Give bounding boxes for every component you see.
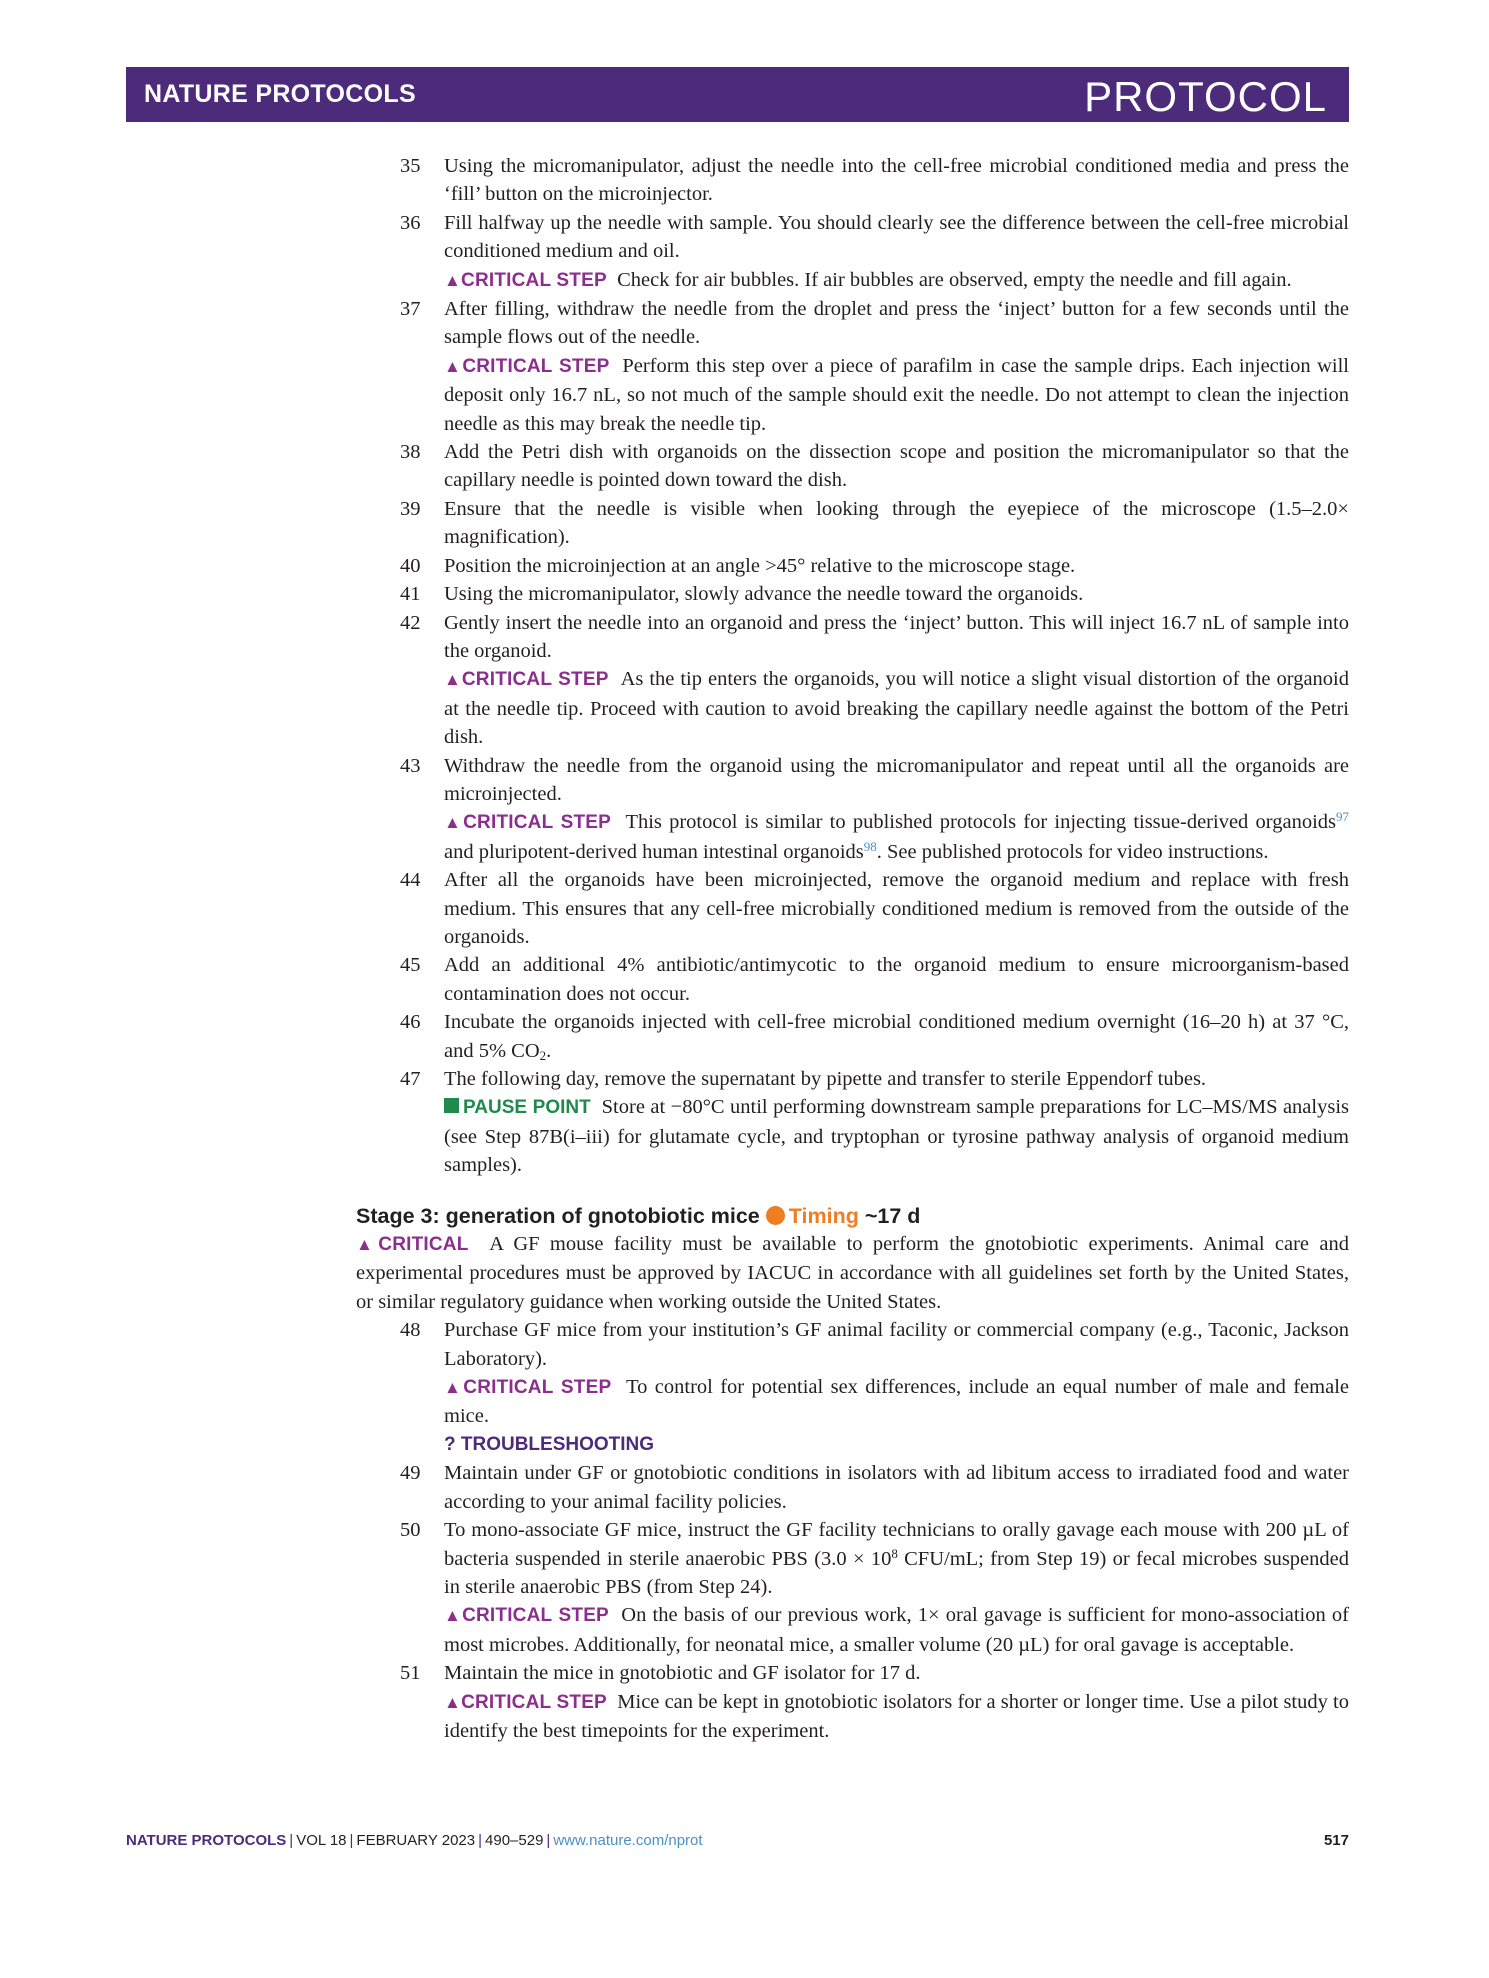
critical-step-label: ▲CRITICAL STEP bbox=[444, 1377, 612, 1399]
critical-step-label: ▲CRITICAL STEP bbox=[444, 812, 612, 834]
step-number: 36 bbox=[400, 211, 421, 234]
warning-triangle-icon: ▲ bbox=[444, 670, 462, 690]
step-42 bbox=[400, 609, 1349, 752]
critical-step-note: ▲CRITICAL STEP To control for potential sex differences, include an equal number of male and female mice. bbox=[444, 1376, 1349, 1428]
critical-step-note: ▲CRITICAL STEP Mice can be kept in gnotobiotic isolators for a shorter or longer time. Use a pilot study to identify the best timepoints for the experiment. bbox=[444, 1690, 1349, 1742]
step-text: Using the micromanipulator, adjust the needle into the cell-free microbial conditioned media and press the ‘fill’ button on the microinjector. bbox=[444, 155, 1349, 206]
step-41 bbox=[400, 580, 1349, 608]
pause-point-label: PAUSE POINT bbox=[444, 1097, 591, 1118]
step-49 bbox=[400, 1459, 1349, 1516]
step-39 bbox=[400, 495, 1349, 552]
step-47 bbox=[400, 1065, 1349, 1180]
step-text: Add an additional 4% antibiotic/antimycotic to the organoid medium to ensure microorganism-based contamination does not occur. bbox=[444, 954, 1349, 1005]
critical-step-note: ▲CRITICAL STEP Perform this step over a piece of parafilm in case the sample drips. Each injection will deposit only 16.7 nL, so not much of the sample should exit the needle. Do not attempt to clean the injection needle as this may break the needle tip. bbox=[444, 354, 1349, 435]
step-number: 38 bbox=[400, 441, 421, 464]
footer-date: FEBRUARY 2023 bbox=[356, 1832, 476, 1849]
critical-step-note: ▲CRITICAL STEP As the tip enters the organoids, you will notice a slight visual distortion of the organoid at the needle tip. Proceed with caution to avoid breaking the capillary needle against the bottom of the Petri dish. bbox=[444, 668, 1349, 749]
step-text: Withdraw the needle from the organoid using the micromanipulator and repeat until all the organoids are microinjected. bbox=[444, 754, 1349, 805]
reference-link[interactable]: 98 bbox=[863, 838, 877, 854]
step-text: Gently insert the needle into an organoid and press the ‘inject’ button. This will inject 16.7 nL of sample into the organoid. bbox=[444, 611, 1349, 662]
warning-triangle-icon: ▲ bbox=[444, 1606, 463, 1626]
footer-volume: VOL 18 bbox=[296, 1832, 347, 1849]
step-text: The following day, remove the supernatant by pipette and transfer to sterile Eppendorf tubes. bbox=[444, 1068, 1207, 1090]
footer-journal: NATURE PROTOCOLS bbox=[126, 1832, 287, 1849]
step-text: Add the Petri dish with organoids on the dissection scope and position the micromanipulator so that the capillary needle is pointed down toward the dish. bbox=[444, 441, 1349, 492]
step-40 bbox=[400, 552, 1349, 580]
step-text: Incubate the organoids injected with cell-free microbial conditioned medium overnight (16–20 h) at 37 °C, and 5% $CO_2$. bbox=[444, 1011, 1349, 1063]
warning-triangle-icon: ▲ bbox=[444, 270, 462, 290]
critical-note: ▲CRITICAL A GF mouse facility must be available to perform the gnotobiotic experiments. Animal care and experimental procedures must be approved by IACUC in accordance with all guidelines set forth by the United States, or similar regulatory guidance when working outside the United States. bbox=[356, 1233, 1349, 1313]
main-content bbox=[356, 152, 1349, 1745]
step-number: 45 bbox=[400, 954, 421, 977]
step-text: Fill halfway up the needle with sample. You should clearly see the difference between the cell-free microbial conditioned medium and oil. bbox=[444, 211, 1349, 263]
step-38 bbox=[400, 438, 1349, 495]
critical-step-label: ▲CRITICAL STEP bbox=[444, 269, 607, 291]
step-50 bbox=[400, 1516, 1349, 1659]
critical-step-note: ▲CRITICAL STEP Check for air bubbles. If air bubbles are observed, empty the needle and fill again. bbox=[444, 268, 1292, 291]
step-number: 40 bbox=[400, 554, 421, 577]
step-number: 46 bbox=[400, 1011, 421, 1034]
step-text: To mono-associate GF mice, instruct the GF facility technicians to orally gavage each mouse with 200 µL of bacteria suspended in sterile anaerobic PBS ($3.0 \times 10^8$ CFU/mL; from Step 19) or fecal microbes suspended in sterile anaerobic PBS (from Step 24). bbox=[444, 1519, 1349, 1598]
critical-label: ▲CRITICAL bbox=[356, 1234, 469, 1256]
step-text: Using the micromanipulator, slowly advance the needle toward the organoids. bbox=[444, 583, 1084, 606]
step-number: 39 bbox=[400, 497, 421, 520]
critical-step-label: ▲CRITICAL STEP bbox=[444, 1691, 607, 1713]
warning-triangle-icon: ▲ bbox=[444, 1378, 464, 1398]
step-number: 49 bbox=[400, 1462, 421, 1485]
step-48 bbox=[400, 1316, 1349, 1459]
step-number: 44 bbox=[400, 869, 421, 892]
step-text: After all the organoids have been microinjected, remove the organoid medium and replace with fresh medium. This ensures that any cell-free microbially conditioned medium is removed from the outside of the organoids. bbox=[444, 869, 1349, 948]
page-header bbox=[126, 67, 1349, 122]
step-number: 41 bbox=[400, 583, 421, 606]
step-36 bbox=[400, 209, 1349, 295]
article-type: PROTOCOL bbox=[1084, 73, 1327, 120]
step-number: 35 bbox=[400, 155, 421, 177]
step-text: After filling, withdraw the needle from the droplet and press the ‘inject’ button for a few seconds until the sample flows out of the needle. bbox=[444, 298, 1349, 349]
step-text: Ensure that the needle is visible when looking through the eyepiece of the microscope (1.5–2.0× magnification). bbox=[444, 497, 1349, 549]
page-footer: NATURE PROTOCOLS | VOL 18 | FEBRUARY 2023 | 490–529 | www.nature.com/nprot bbox=[126, 1832, 703, 1849]
warning-triangle-icon: ▲ bbox=[444, 1692, 462, 1712]
step-43 bbox=[400, 752, 1349, 867]
step-45 bbox=[400, 951, 1349, 1008]
reference-link[interactable]: 97 bbox=[1336, 809, 1349, 825]
journal-name: NATURE PROTOCOLS bbox=[144, 80, 416, 108]
step-37 bbox=[400, 295, 1349, 438]
critical-step-note: ▲CRITICAL STEP On the basis of our previous work, 1× oral gavage is sufficient for mono-association of most microbes. Additionally, for neonatal mice, a smaller volume (20 µL) for oral gavage is acceptable. bbox=[444, 1604, 1349, 1656]
step-number: 48 bbox=[400, 1319, 421, 1342]
step-number: 37 bbox=[400, 298, 421, 321]
footer-pages: 490–529 bbox=[485, 1832, 544, 1849]
page-number: 517 bbox=[1323, 1832, 1349, 1849]
step-number: 50 bbox=[400, 1519, 421, 1542]
step-text: Maintain the mice in gnotobiotic and GF isolator for 17 d. bbox=[444, 1662, 921, 1685]
troubleshooting-link[interactable]: ? TROUBLESHOOTING bbox=[444, 1433, 655, 1455]
critical-step-label: ▲CRITICAL STEP bbox=[444, 355, 610, 377]
footer-url-link[interactable]: www.nature.com/nprot bbox=[553, 1832, 703, 1849]
step-text: Maintain under GF or gnotobiotic conditions in isolators with ad libitum access to irradiated food and water according to your animal facility policies. bbox=[444, 1462, 1349, 1513]
step-46 bbox=[400, 1008, 1349, 1065]
warning-triangle-icon: ▲ bbox=[356, 1235, 379, 1255]
step-text: Purchase GF mice from your institution’s GF animal facility or commercial company (e.g., Taconic, Jackson Laboratory). bbox=[444, 1319, 1349, 1370]
critical-step-label: ▲CRITICAL STEP bbox=[444, 1605, 609, 1627]
step-44 bbox=[400, 866, 1349, 951]
step-text: Position the microinjection at an angle >45° relative to the microscope stage. bbox=[444, 554, 1076, 577]
step-51 bbox=[400, 1659, 1349, 1745]
warning-triangle-icon: ▲ bbox=[444, 356, 463, 376]
critical-step-note: ▲CRITICAL STEP This protocol is similar to published protocols for injecting tissue-derived organoids$^{97}$ and pluripotent-derived human intestinal organoids$^{98}$. See published protocols for video instructions. bbox=[444, 809, 1349, 863]
step-number: 51 bbox=[400, 1662, 421, 1685]
step-35 bbox=[400, 152, 1349, 209]
step-number: 43 bbox=[400, 754, 421, 777]
step-number: 47 bbox=[400, 1068, 421, 1090]
section-heading: Stage 3: generation of gnotobiotic mice Timing ~17 d bbox=[356, 1203, 921, 1228]
step-number: 42 bbox=[400, 611, 421, 634]
pause-point-note: PAUSE POINT Store at −80°C until performing downstream sample preparations for LC–MS/MS analysis (see Step 87B(i–iii) for glutamate cycle, and tryptophan or tyrosine pathway analysis of organoid medium samples). bbox=[444, 1096, 1349, 1177]
critical-step-label: ▲CRITICAL STEP bbox=[444, 669, 609, 691]
square-icon bbox=[444, 1098, 459, 1113]
warning-triangle-icon: ▲ bbox=[444, 813, 464, 833]
timing-dot-icon bbox=[766, 1206, 785, 1225]
